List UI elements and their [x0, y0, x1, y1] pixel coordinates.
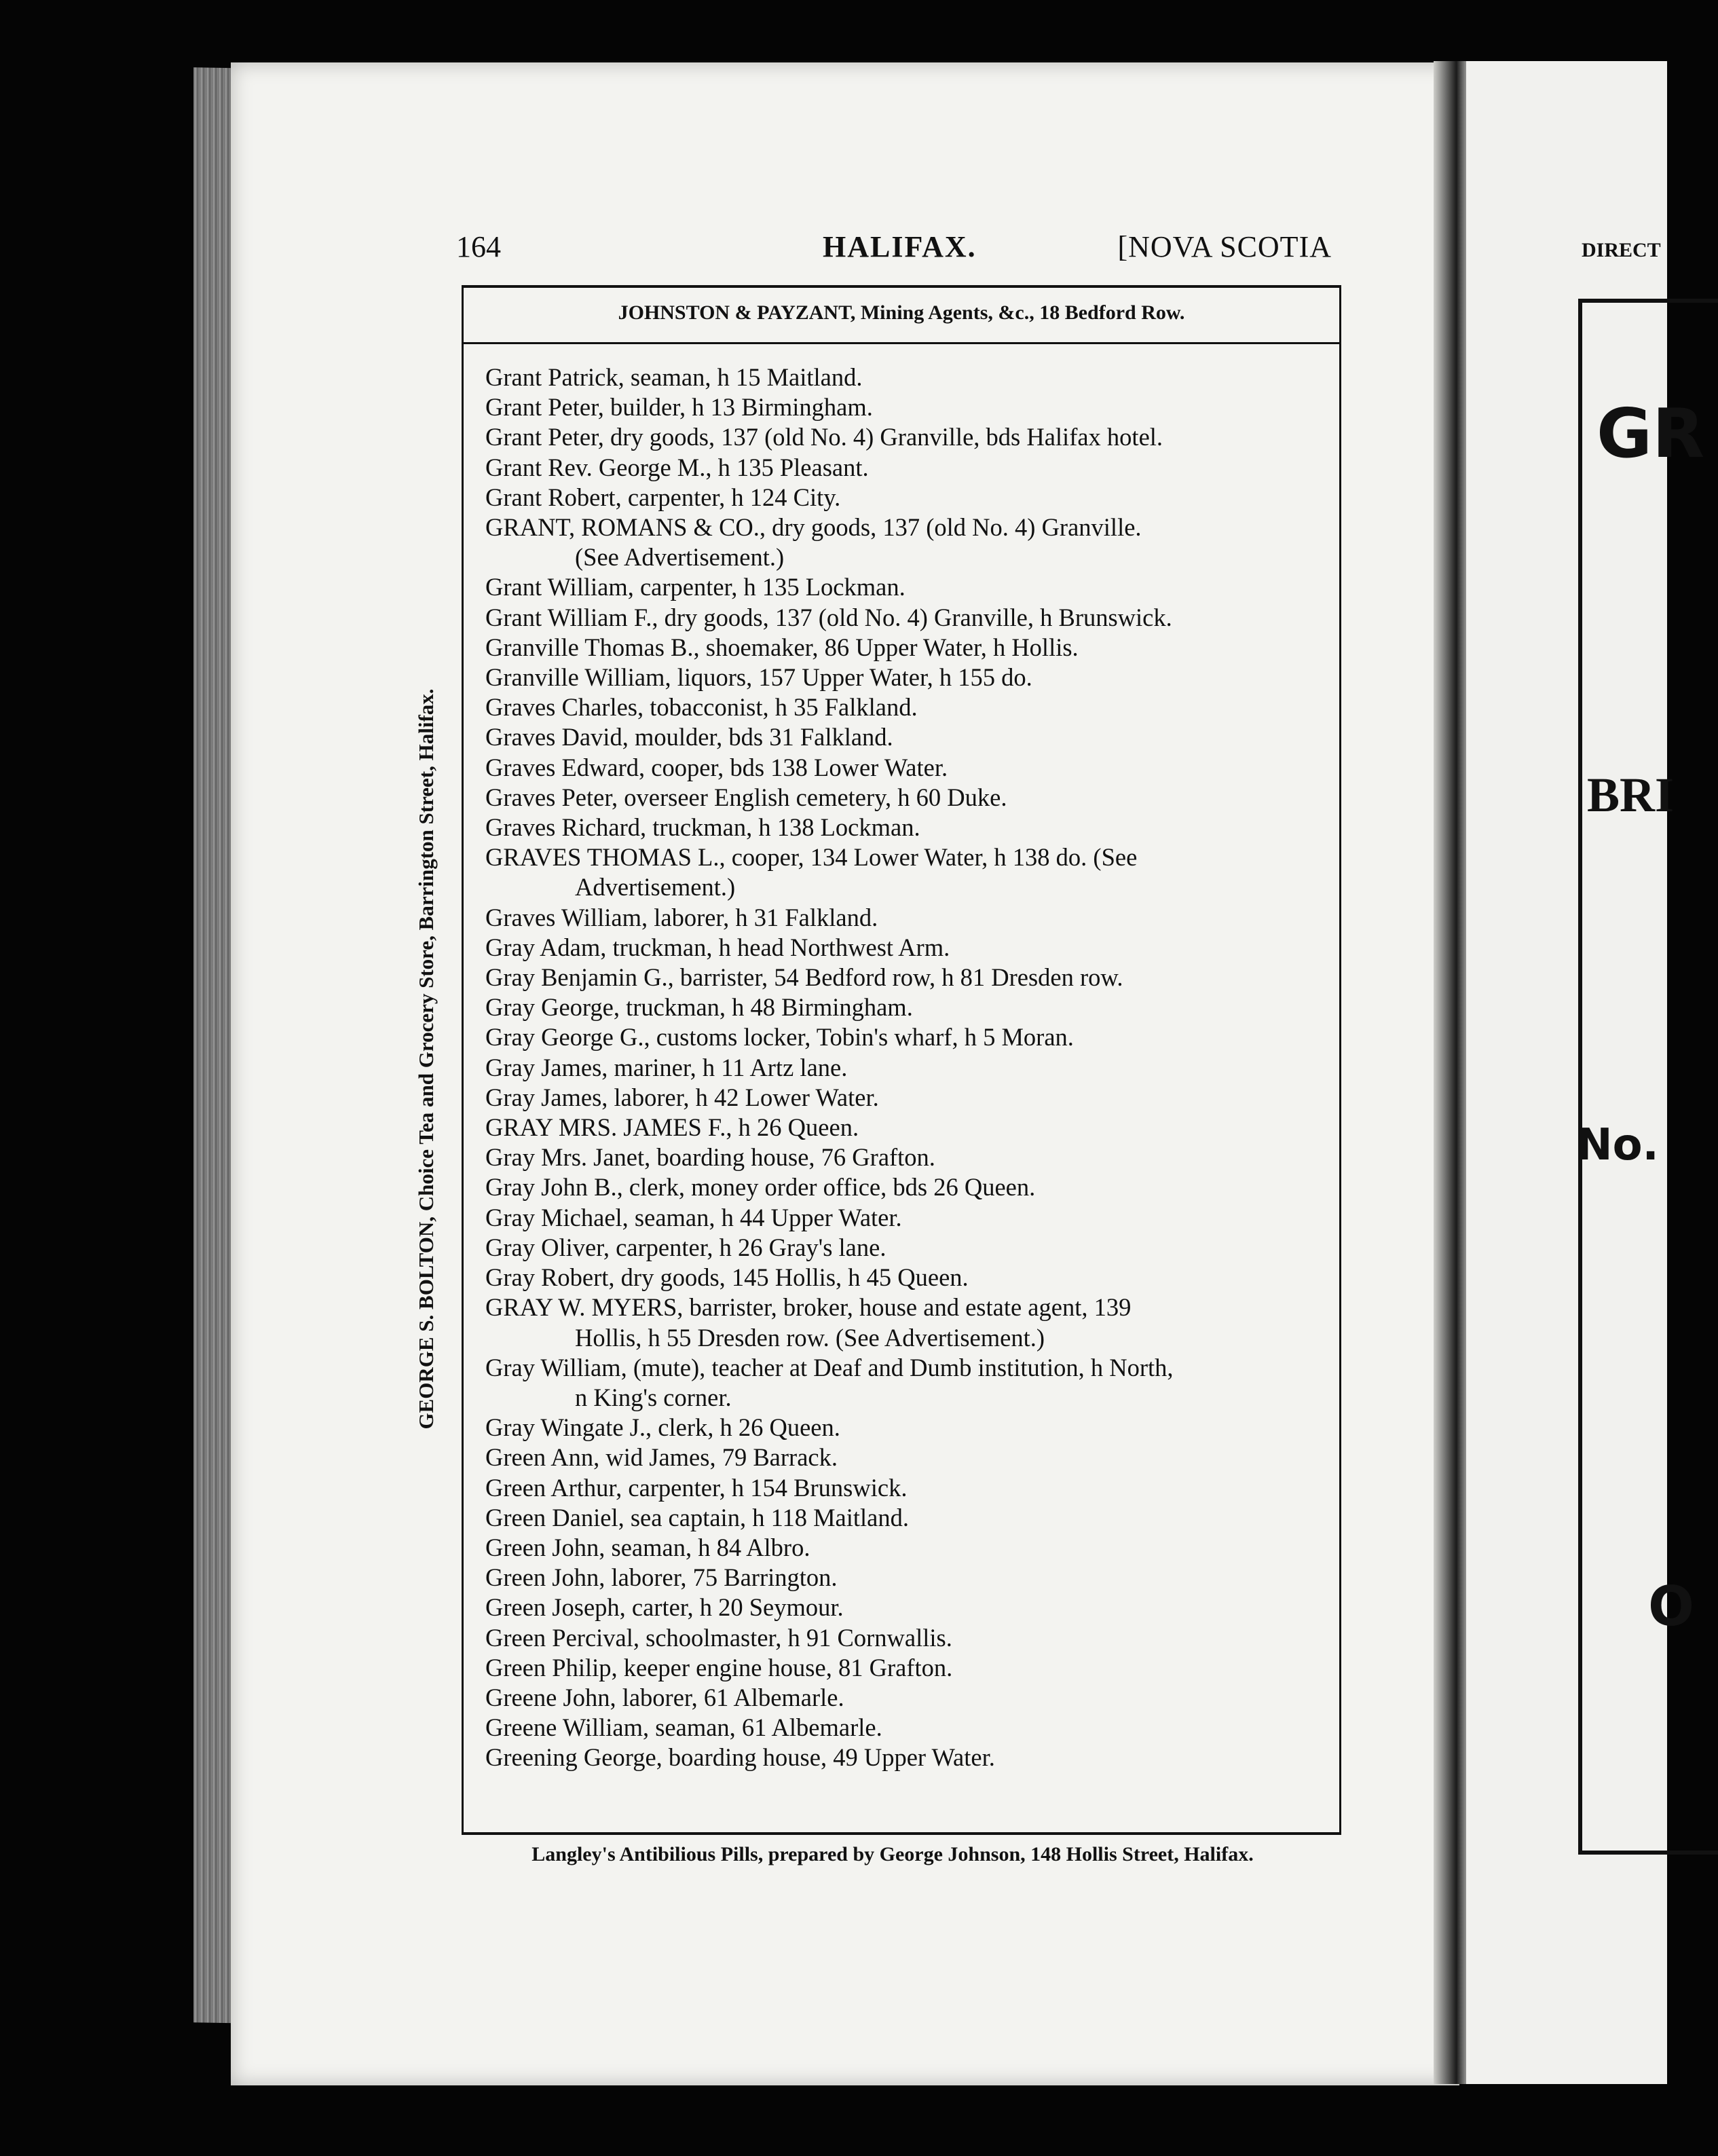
right-page-fragment-3: No. — [1576, 1120, 1659, 1170]
directory-entry: Grant Peter, builder, h 13 Birmingham. — [485, 393, 873, 422]
directory-entry: Green Joseph, carter, h 20 Seymour. — [485, 1593, 844, 1622]
directory-entry: Granville Thomas B., shoemaker, 86 Upper Water, h Hollis. — [485, 633, 1079, 661]
directory-entry: Greene William, seaman, 61 Albemarle. — [485, 1713, 882, 1742]
directory-entry: Green Ann, wid James, 79 Barrack. — [485, 1443, 838, 1472]
directory-entry: Green Daniel, sea captain, h 118 Maitland. — [485, 1503, 909, 1531]
page-number: 164 — [456, 230, 501, 263]
directory-entry: Grant Patrick, seaman, h 15 Maitland. — [485, 363, 863, 391]
directory-entry: Gray Oliver, carpenter, h 26 Gray's lane. — [485, 1233, 886, 1261]
bottom-advertisement-banner: Langley's Antibilious Pills, prepared by George Johnson, 148 Hollis Street, Halifax. — [531, 1843, 1254, 1865]
directory-entry: Gray Benjamin G., barrister, 54 Bedford row, h 81 Dresden row. — [485, 963, 1123, 992]
directory-entry: Grant William F., dry goods, 137 (old No. 4) Granville, h Brunswick. — [485, 603, 1172, 631]
directory-entry: Gray William, (mute), teacher at Deaf and Dumb institution, h North, — [485, 1353, 1174, 1381]
directory-entry: GRAY W. MYERS, barrister, broker, house and estate agent, 139 — [485, 1293, 1132, 1322]
directory-entries — [485, 363, 1334, 1773]
top-advertisement-banner: JOHNSTON & PAYZANT, Mining Agents, &c., 18 Bedford Row. — [618, 301, 1185, 324]
right-page-fragment-1: GR — [1596, 394, 1705, 473]
directory-entry: Grant Robert, carpenter, h 124 City. — [485, 483, 841, 511]
directory-entry: Green Percival, schoolmaster, h 91 Cornwallis. — [485, 1623, 952, 1652]
right-page-fragment-4: O — [1648, 1575, 1695, 1638]
directory-entry: Graves Peter, overseer English cemetery, h 60 Duke. — [485, 783, 1007, 811]
directory-entry-continuation: Advertisement.) — [575, 873, 736, 902]
directory-entry: Graves Charles, tobacconist, h 35 Falkland. — [485, 693, 918, 722]
running-title: HALIFAX. — [823, 230, 977, 263]
directory-entry: Gray George, truckman, h 48 Birmingham. — [485, 993, 913, 1022]
directory-entry-continuation: (See Advertisement.) — [575, 543, 785, 572]
directory-entry: Green Philip, keeper engine house, 81 Grafton. — [485, 1653, 953, 1681]
running-head — [456, 229, 1339, 270]
directory-entry: Green Arthur, carpenter, h 154 Brunswick. — [485, 1473, 908, 1502]
directory-entry: Grant Peter, dry goods, 137 (old No. 4) Granville, bds Halifax hotel. — [485, 423, 1163, 451]
side-advertisement-banner: GEORGE S. BOLTON, Choice Tea and Grocery Store, Barrington Street, Halifax. — [414, 688, 438, 1430]
directory-entry: Gray Adam, truckman, h head Northwest Arm. — [485, 933, 950, 961]
directory-entry: Greening George, boarding house, 49 Upper Water. — [485, 1743, 995, 1772]
right-page-header: DIRECT — [1582, 239, 1661, 261]
running-state: [NOVA SCOTIA — [1117, 230, 1332, 263]
directory-entry: GRAVES THOMAS L., cooper, 134 Lower Water, h 138 do. (See — [485, 843, 1138, 872]
directory-entry: Greene John, laborer, 61 Albemarle. — [485, 1683, 844, 1711]
directory-entry: Graves Richard, truckman, h 138 Lockman. — [485, 813, 920, 842]
directory-entry: Green John, laborer, 75 Barrington. — [485, 1563, 838, 1592]
directory-entry: Graves William, laborer, h 31 Falkland. — [485, 903, 878, 931]
directory-column — [462, 285, 1341, 1835]
directory-entry: Gray Robert, dry goods, 145 Hollis, h 45 Queen. — [485, 1263, 969, 1292]
directory-entry: GRAY MRS. JAMES F., h 26 Queen. — [485, 1113, 859, 1142]
directory-entry: Granville William, liquors, 157 Upper Water, h 155 do. — [485, 663, 1032, 692]
directory-entry: Graves Edward, cooper, bds 138 Lower Water. — [485, 753, 948, 781]
directory-entry: Gray George G., customs locker, Tobin's wharf, h 5 Moran. — [485, 1023, 1074, 1052]
directory-entry: Gray James, mariner, h 11 Artz lane. — [485, 1053, 848, 1081]
directory-entry: Gray John B., clerk, money order office, bds 26 Queen. — [485, 1173, 1036, 1202]
directory-entry: Gray James, laborer, h 42 Lower Water. — [485, 1083, 879, 1111]
directory-entry: Gray Wingate J., clerk, h 26 Queen. — [485, 1413, 840, 1442]
right-page-fragment-2: BRI — [1587, 768, 1675, 822]
directory-entry-continuation: n King's corner. — [575, 1383, 732, 1411]
banner-rule — [464, 342, 1339, 344]
directory-entry-continuation: Hollis, h 55 Dresden row. (See Advertisement.) — [575, 1323, 1045, 1352]
directory-entry: Green John, seaman, h 84 Albro. — [485, 1533, 810, 1561]
directory-entry: Gray Michael, seaman, h 44 Upper Water. — [485, 1203, 902, 1231]
directory-entry: Graves David, moulder, bds 31 Falkland. — [485, 723, 893, 751]
directory-entry: GRANT, ROMANS & CO., dry goods, 137 (old No. 4) Granville. — [485, 513, 1142, 542]
directory-entry: Grant Rev. George M., h 135 Pleasant. — [485, 453, 869, 481]
directory-entry: Gray Mrs. Janet, boarding house, 76 Grafton. — [485, 1143, 935, 1172]
directory-entry: Grant William, carpenter, h 135 Lockman. — [485, 573, 905, 601]
